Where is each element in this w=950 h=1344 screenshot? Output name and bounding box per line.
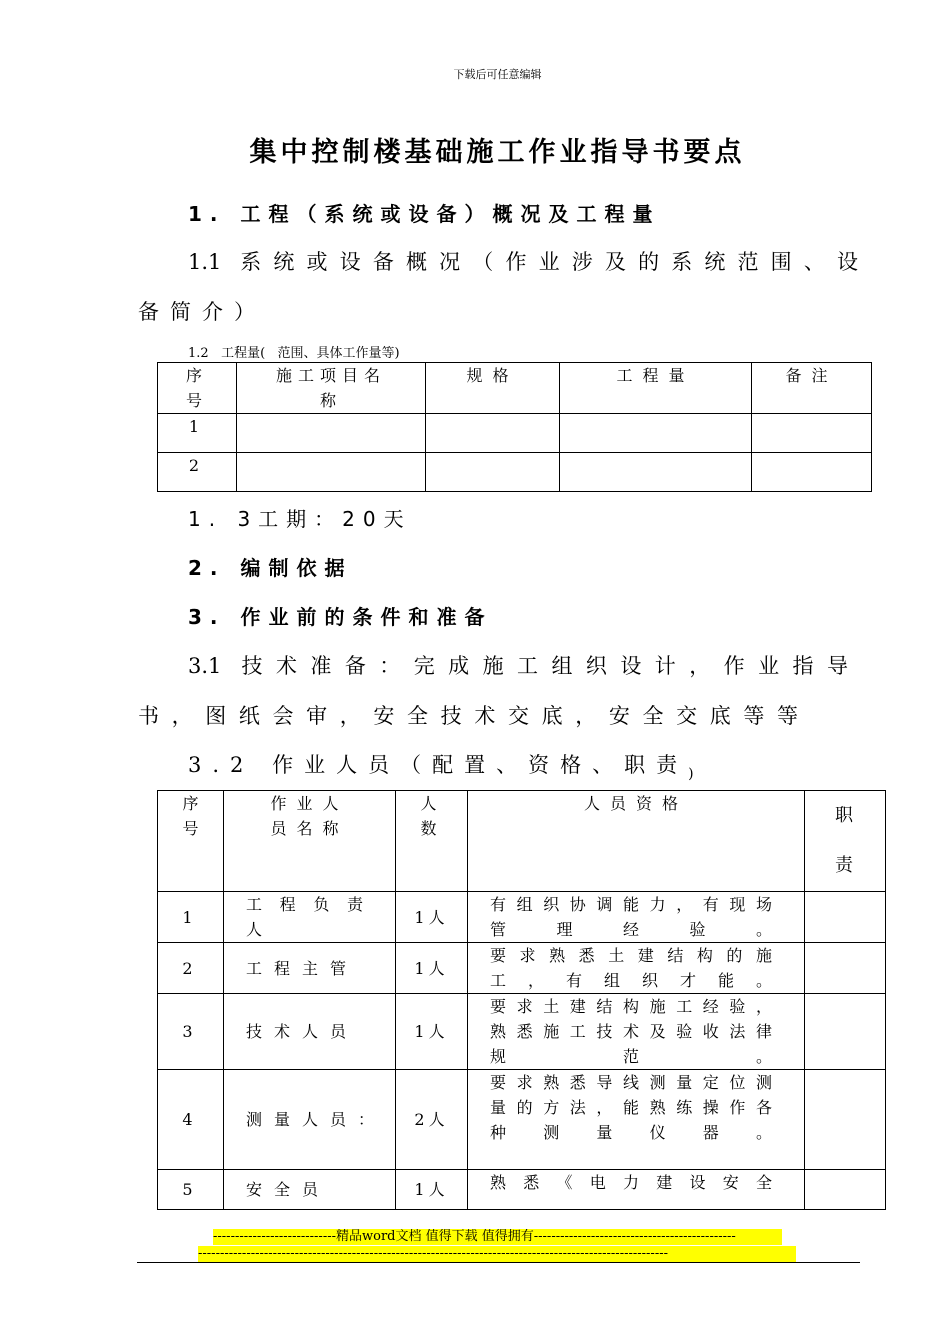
section-1-2-label: 1.2 工程量( 范围、具体工作量等) [188, 346, 400, 361]
table1-row-quantity [560, 414, 752, 453]
section-3-heading: 3. 作业前的条件和准备 [188, 605, 493, 629]
table2-header-no: 序号 [158, 791, 224, 892]
table2-row-no: 5 [158, 1170, 224, 1210]
table2-row-qualification: 要求熟悉导线测量定位测量的方法，能熟练操作各种测量仪器。 [468, 1070, 805, 1170]
table2-row-qualification: 要求熟悉土建结构的施工，有组织才能。 [468, 943, 805, 994]
header-note: 下载后可任意编辑 [453, 68, 542, 81]
section-3-2-close: ) [688, 766, 694, 782]
table1-row-no: 2 [158, 453, 237, 492]
table2-row-no: 3 [158, 994, 224, 1070]
table2-row-duty [805, 1170, 886, 1210]
table2-row-count: 1人 [396, 994, 468, 1070]
table2-row-name: 工程主管 [224, 943, 396, 994]
table1-row-remark [752, 414, 872, 453]
section-1-heading: 1. 工程（系统或设备）概况及工程量 [188, 202, 661, 226]
table2-header-duty: 职责 [805, 791, 886, 892]
section-3-1-line2: 书，图纸会审，安全技术交底，安全交底等等 [138, 704, 798, 728]
table1-header-item: 施工项目名称 [237, 363, 426, 414]
section-3-2-label [188, 749, 694, 782]
footer-banner-line1: ----------------------------精品word文档 值得下载 值得拥有---------------------------------------------- [213, 1229, 782, 1245]
document-title: 集中控制楼基础施工作业指导书要点 [249, 137, 746, 168]
table1-header-remark: 备注 [752, 363, 872, 414]
table2-row-name: 安全员 [224, 1170, 396, 1210]
table2-row-duty [805, 1070, 886, 1170]
table1-row-item [237, 414, 426, 453]
section-2-heading: 2. 编制依据 [188, 556, 353, 580]
section-3-2-text: 3.2 作业人员（配置、资格、职责 [188, 753, 689, 777]
table2-row-name: 工程负责人 [224, 892, 396, 943]
table1-row-spec [426, 414, 560, 453]
table2-row-name: 测量人员： [224, 1070, 396, 1170]
table1-row-spec [426, 453, 560, 492]
table2-row-no: 4 [158, 1070, 224, 1170]
section-3-1-line1: 3.1 技术准备：完成施工组织设计，作业指导 [188, 654, 848, 678]
table2-row-duty [805, 892, 886, 943]
table2-row-count: 1人 [396, 943, 468, 994]
table2-header-qualification: 人员资格 [468, 791, 805, 892]
table2-row-qualification: 熟悉《电力建设安全 [468, 1170, 805, 1210]
table1-row-quantity [560, 453, 752, 492]
table2-row-no: 2 [158, 943, 224, 994]
section-1-1-line2: 备简介） [138, 300, 266, 324]
table2-row-qualification: 要求土建结构施工经验，熟悉施工技术及验收法律规范。 [468, 994, 805, 1070]
table2-row-qualification: 有组织协调能力，有现场管理经验。 [468, 892, 805, 943]
footer-banner-line2: ----------------------------------------------------------------------------------------------------------- [198, 1246, 796, 1262]
table2-header-name: 作业人员名称 [224, 791, 396, 892]
table2-row-duty [805, 943, 886, 994]
personnel-table [157, 790, 886, 1210]
table2-row-count: 2人 [396, 1070, 468, 1170]
table2-row-count: 1人 [396, 1170, 468, 1210]
table1-header-quantity: 工程量 [560, 363, 752, 414]
table2-row-name: 技术人员 [224, 994, 396, 1070]
table2-row-no: 1 [158, 892, 224, 943]
quantity-table [157, 362, 872, 492]
table1-row-no: 1 [158, 414, 237, 453]
table2-header-count: 人数 [396, 791, 468, 892]
table2-row-count: 1人 [396, 892, 468, 943]
section-1-1-line1: 1.1 系统或设备概况（作业涉及的系统范围、设 [188, 250, 858, 274]
table1-row-item [237, 453, 426, 492]
section-1-3-duration: 1. 3工期：20天 [188, 507, 412, 531]
table2-row-duty [805, 994, 886, 1070]
footer-rule [137, 1262, 860, 1263]
table1-row-remark [752, 453, 872, 492]
table1-header-no: 序号 [158, 363, 237, 414]
table1-header-spec: 规格 [426, 363, 560, 414]
